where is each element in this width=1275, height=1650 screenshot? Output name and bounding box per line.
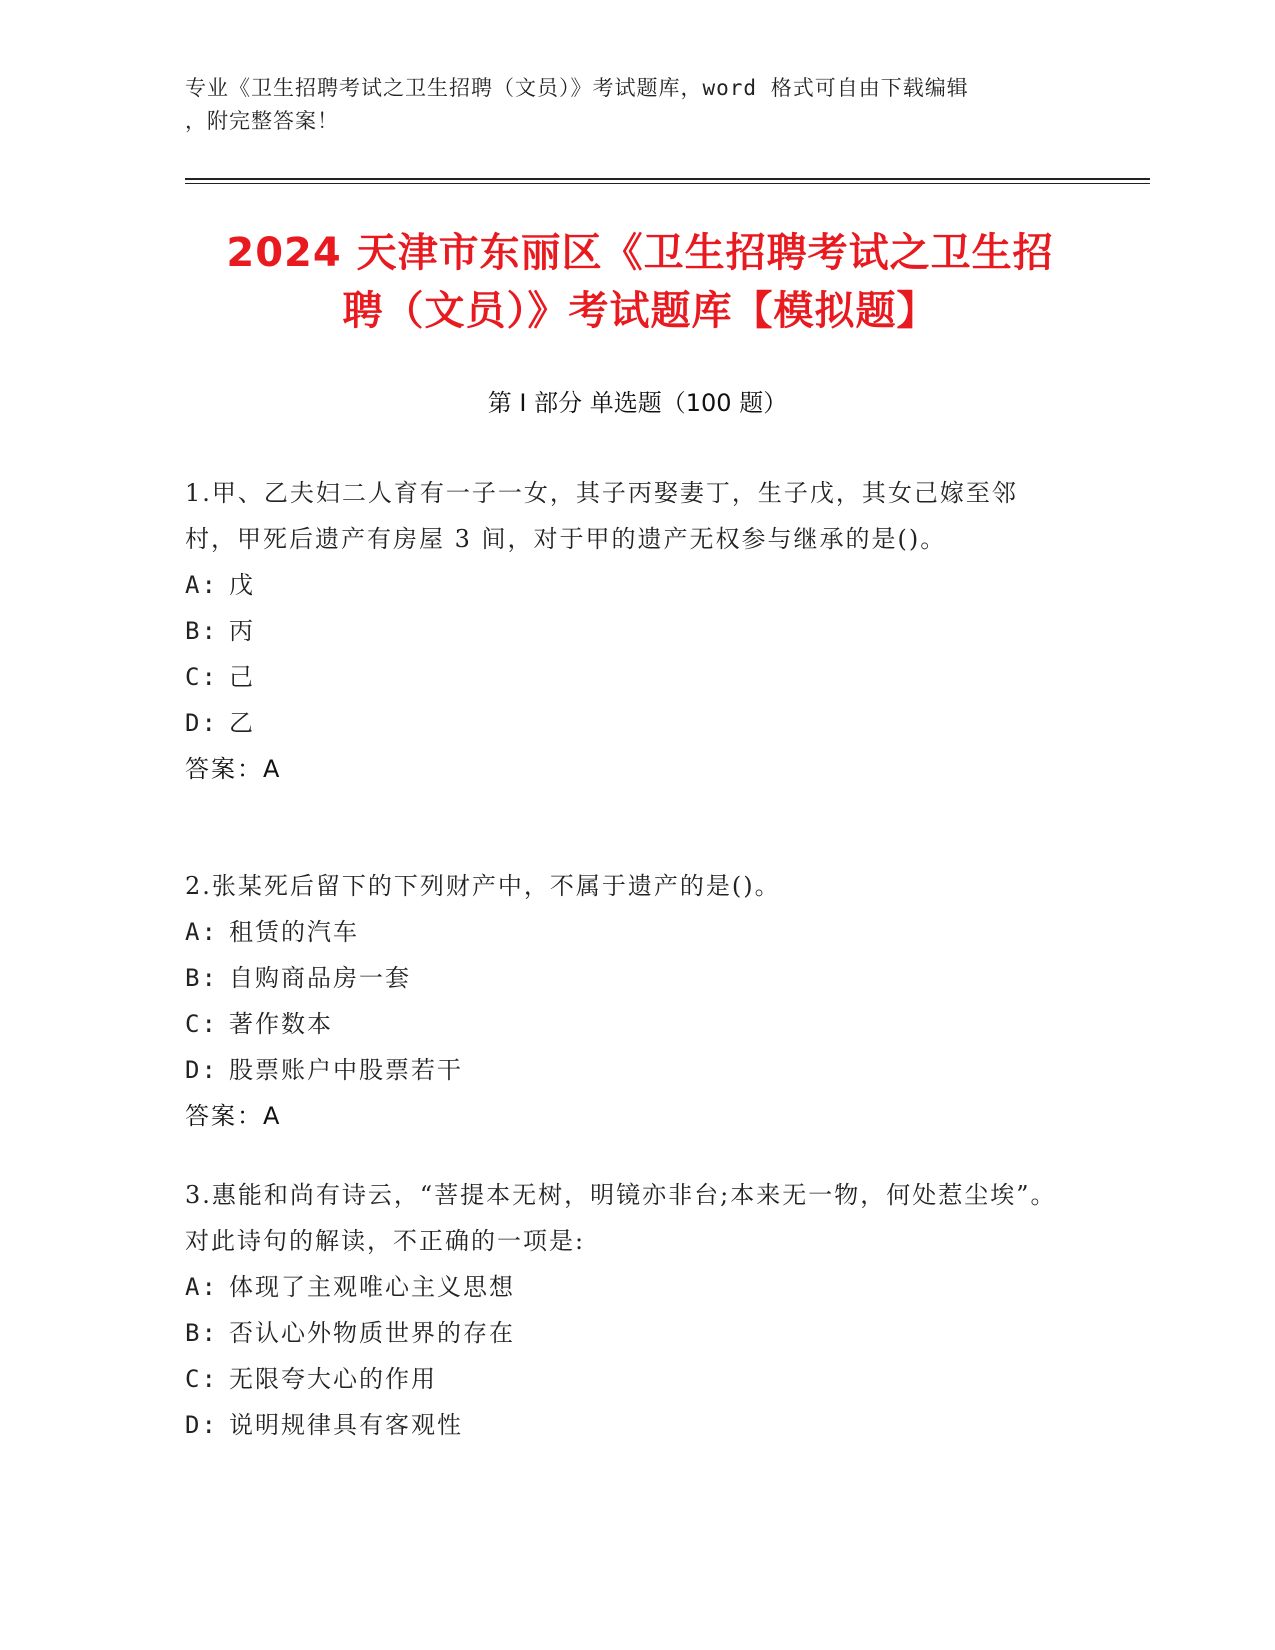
- option-text: 自购商品房一套: [229, 964, 411, 992]
- question-1: [185, 470, 1065, 792]
- option-c: [185, 1001, 1065, 1047]
- option-letter: A:: [185, 571, 218, 599]
- option-text: 戊: [229, 571, 255, 599]
- option-text: 无限夸大心的作用: [229, 1365, 437, 1393]
- option-a: [185, 562, 1065, 608]
- header-note-line-2: ，附完整答案！: [185, 109, 339, 133]
- question-stem: 2.张某死后留下的下列财产中，不属于遗产的是()。: [185, 872, 781, 900]
- option-letter: D:: [185, 709, 218, 737]
- option-text: 体现了主观唯心主义思想: [229, 1273, 515, 1301]
- option-d: [185, 1402, 1065, 1448]
- option-letter: B:: [185, 1319, 218, 1347]
- document-title-line-1: 2024 天津市东丽区《卫生招聘考试之卫生招: [226, 230, 1054, 276]
- option-text: 己: [229, 663, 255, 691]
- option-a: [185, 1264, 1065, 1310]
- option-text: 说明规律具有客观性: [229, 1411, 463, 1439]
- option-text: 否认心外物质世界的存在: [229, 1319, 515, 1347]
- option-text: 股票账户中股票若干: [229, 1056, 463, 1084]
- header-divider-thin: [185, 183, 1150, 184]
- header-divider: [185, 178, 1150, 180]
- option-b: [185, 1310, 1065, 1356]
- document-title-line-2: 聘（文员）》考试题库【模拟题】: [342, 288, 938, 334]
- option-b: [185, 608, 1065, 654]
- option-letter: B:: [185, 617, 218, 645]
- option-text: 租赁的汽车: [229, 918, 359, 946]
- question-3: [185, 1172, 1065, 1448]
- option-d: [185, 700, 1065, 746]
- option-letter: A:: [185, 918, 218, 946]
- header-note-line-1: 专业《卫生招聘考试之卫生招聘（文员）》考试题库，word 格式可自由下载编辑: [185, 76, 969, 100]
- option-a: [185, 909, 1065, 955]
- option-letter: A:: [185, 1273, 218, 1301]
- header-note: [185, 72, 1065, 138]
- option-d: [185, 1047, 1065, 1093]
- option-text: 丙: [229, 617, 255, 645]
- option-letter: C:: [185, 1365, 218, 1393]
- option-letter: D:: [185, 1411, 218, 1439]
- option-text: 乙: [229, 709, 255, 737]
- option-letter: C:: [185, 663, 218, 691]
- option-letter: B:: [185, 964, 218, 992]
- option-letter: D:: [185, 1056, 218, 1084]
- option-letter: C:: [185, 1010, 218, 1038]
- option-b: [185, 955, 1065, 1001]
- answer-line: 答案：A: [185, 755, 282, 783]
- question-stem: 1.甲、乙夫妇二人育有一子一女，其子丙娶妻丁，生子戊，其女己嫁至邻村，甲死后遗产有房屋 3 间，对于甲的遗产无权参与继承的是()。: [185, 479, 1018, 553]
- question-2: [185, 863, 1065, 1139]
- answer-line: 答案：A: [185, 1102, 282, 1130]
- option-c: [185, 654, 1065, 700]
- option-text: 著作数本: [229, 1010, 333, 1038]
- option-c: [185, 1356, 1065, 1402]
- section-title: 第 I 部分 单选题（100 题）: [487, 389, 788, 417]
- question-stem: 3.惠能和尚有诗云，“菩提本无树，明镜亦非台;本来无一物，何处惹尘埃”。对此诗句的解读，不正确的一项是:: [185, 1181, 1057, 1255]
- document-title: [160, 224, 1120, 340]
